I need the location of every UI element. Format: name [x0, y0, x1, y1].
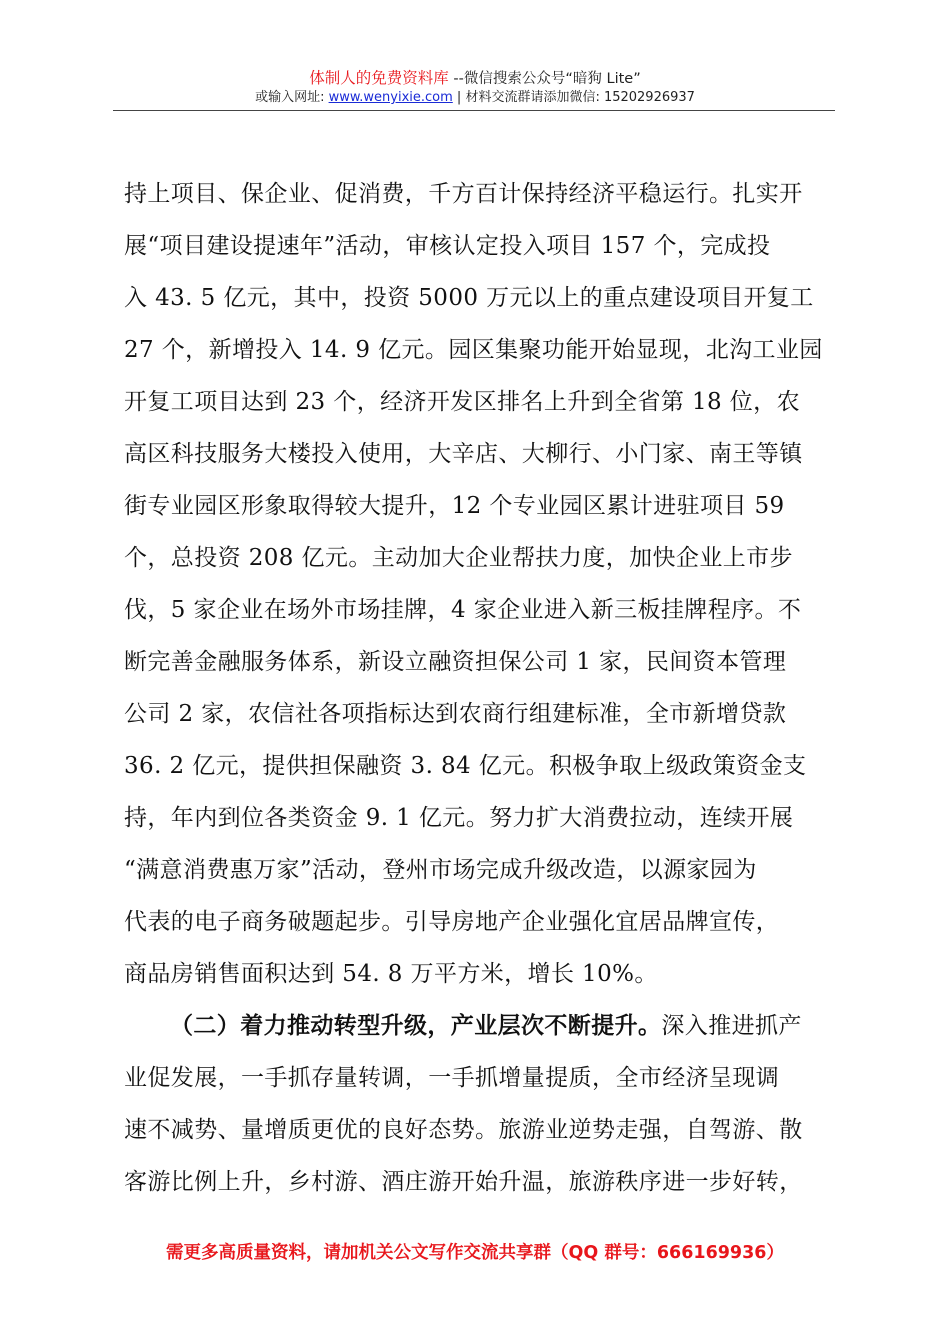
- body-line: “满意消费惠万家”活动，登州市场完成升级改造，以源家园为: [124, 857, 757, 883]
- body-line: 高区科技服务大楼投入使用，大辛店、大柳行、小门家、南王等镇: [124, 441, 803, 467]
- header-divider: [113, 110, 835, 111]
- body-line: 伐，5 家企业在场外市场挂牌，4 家企业进入新三板挂牌程序。不: [124, 597, 802, 623]
- header-contact-line: [0, 89, 950, 107]
- body-line: 客游比例上升，乡村游、酒庄游开始升温，旅游秩序进一步好转，: [124, 1169, 803, 1195]
- url-prefix: 或输入网址:: [255, 90, 329, 105]
- body-line: 公司 2 家，农信社各项指标达到农商行组建标准，全市新增贷款: [124, 701, 787, 727]
- body-line: 代表的电子商务破题起步。引导房地产企业强化宜居品牌宣传，: [124, 909, 780, 935]
- body-line: 持上项目、保企业、促消费，千方百计保持经济平稳运行。扎实开: [124, 181, 803, 207]
- header-title-line: [0, 68, 950, 89]
- document-body: [124, 168, 827, 1208]
- wechat-hint: --微信搜索公众号“暗狗 Lite”: [448, 71, 641, 87]
- body-line: 27 个，新增投入 14. 9 亿元。园区集聚功能开始显现，北沟工业园: [124, 337, 823, 363]
- website-link[interactable]: www.wenyixie.com: [328, 90, 453, 105]
- body-line: 街专业园区形象取得较大提升，12 个专业园区累计进驻项目 59: [124, 493, 785, 519]
- body-line: 速不减势、量增质更优的良好态势。旅游业逆势走强，自驾游、散: [124, 1117, 803, 1143]
- body-line: 断完善金融服务体系，新设立融资担保公司 1 家，民间资本管理: [124, 649, 787, 675]
- body-line: 持，年内到位各类资金 9. 1 亿元。努力扩大消费拉动，连续开展: [124, 805, 794, 831]
- footer-notice: 需更多高质量资料，请加机关公文写作交流共享群（QQ 群号：666169936）: [166, 1243, 784, 1263]
- body-line: 开复工项目达到 23 个，经济开发区排名上升到全省第 18 位，农: [124, 389, 800, 415]
- body-line: 业促发展，一手抓存量转调，一手抓增量提质，全市经济呈现调: [124, 1065, 780, 1091]
- body-line: 入 43. 5 亿元，其中，投资 5000 万元以上的重点建设项目开复工: [124, 285, 814, 311]
- section-2-heading: （二）着力推动转型升级，产业层次不断提升。: [170, 1013, 662, 1039]
- section-2-lead: 深入推进抓产: [661, 1013, 802, 1039]
- contact-info: | 材料交流群请添加微信: 15202926937: [452, 90, 695, 105]
- body-line: 商品房销售面积达到 54. 8 万平方米，增长 10%。: [124, 961, 658, 987]
- site-name: 体制人的免费资料库: [309, 69, 449, 87]
- body-line: 展“项目建设提速年”活动，审核认定投入项目 157 个，完成投: [124, 233, 771, 259]
- section-heading-line: [124, 1000, 827, 1052]
- body-line: 36. 2 亿元，提供担保融资 3. 84 亿元。积极争取上级政策资金支: [124, 753, 807, 779]
- body-line: 个，总投资 208 亿元。主动加大企业帮扶力度，加快企业上市步: [124, 545, 793, 571]
